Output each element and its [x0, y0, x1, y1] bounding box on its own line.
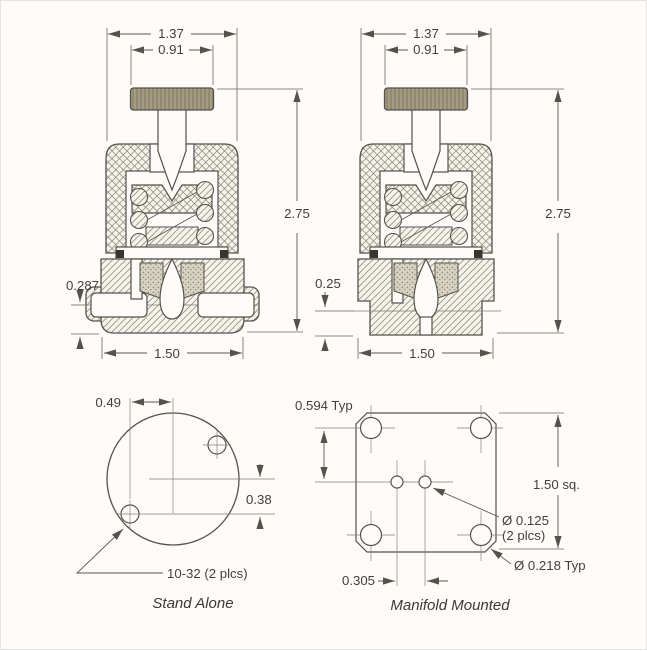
bottom-view-manifold — [295, 398, 586, 614]
dim-knob-width-label-right: 0.91 — [413, 42, 439, 57]
thread-callout-label: 10-32 (2 plcs) — [167, 566, 248, 581]
dim-port-height-label-right: 0.25 — [315, 276, 341, 291]
port-hole — [391, 476, 403, 488]
dim-overall-width-label-right: 1.37 — [413, 26, 439, 41]
dim-height-label-right: 2.75 — [545, 206, 571, 221]
section-view-stand-alone — [66, 26, 310, 361]
corner-mounting-hole — [471, 525, 492, 546]
corner-mounting-hole — [471, 418, 492, 439]
bottom-view-stand-alone — [77, 395, 275, 612]
mount-dia-leader — [491, 549, 511, 564]
dim-port-dia-label: Ø 0.125 — [502, 513, 549, 528]
dim-height-label-left: 2.75 — [284, 206, 310, 221]
dim-port-spacing-label: 0.305 — [341, 573, 375, 588]
side-port-right — [198, 293, 254, 317]
dim-base-width-label-left: 1.50 — [154, 346, 180, 361]
corner-mounting-hole — [361, 418, 382, 439]
dim-port-dia-qty-label: (2 plcs) — [502, 528, 546, 543]
dim-hole-offset-label: 0.49 — [95, 395, 121, 410]
dim-hole-drop-label: 0.38 — [246, 492, 272, 507]
section-view-manifold — [315, 26, 571, 361]
bottom-port-channel — [420, 317, 432, 335]
thread-callout-leader — [77, 529, 163, 573]
dim-overall-width-label-left: 1.37 — [158, 26, 184, 41]
dim-corner-offset-label: 0.594 Typ — [295, 398, 353, 413]
regulator-drawing — [1, 1, 647, 651]
caption-stand-alone: Stand Alone — [152, 595, 234, 612]
caption-manifold-mounted: Manifold Mounted — [390, 597, 510, 614]
dim-mount-dia-label: Ø 0.218 Typ — [514, 558, 586, 573]
dim-port-height-label-left: 0.287 — [65, 278, 99, 293]
dim-knob-width-label-left: 0.91 — [158, 42, 184, 57]
dim-plate-square-label: 1.50 sq. — [533, 477, 580, 492]
port-hole — [419, 476, 431, 488]
dim-base-width-label-right: 1.50 — [409, 346, 435, 361]
corner-mounting-hole — [361, 525, 382, 546]
